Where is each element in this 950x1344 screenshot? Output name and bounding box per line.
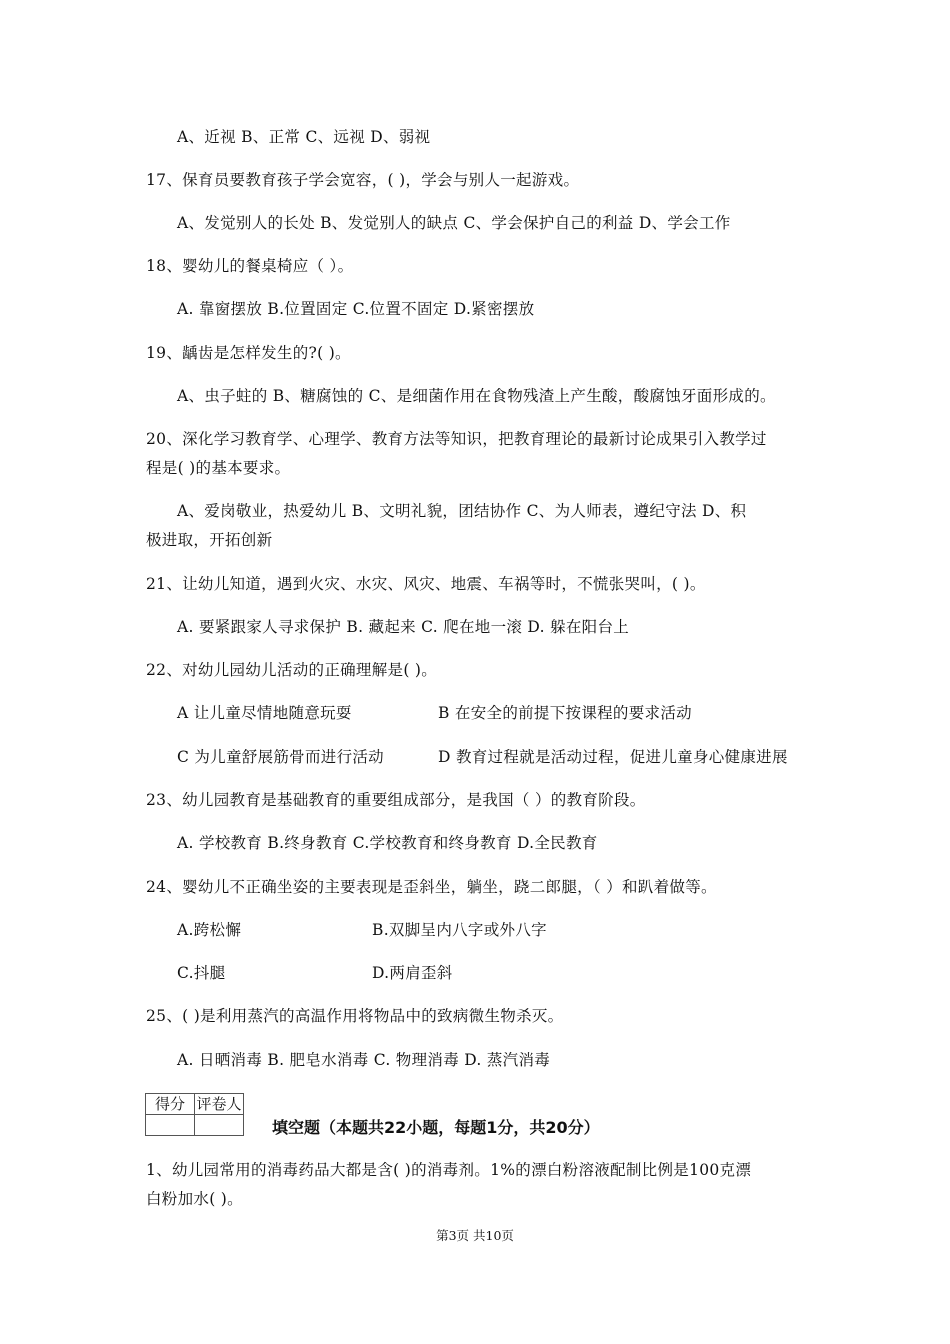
options-19: A、虫子蛀的 B、糖腐蚀的 C、是细菌作用在食物残渣上产生酸，酸腐蚀牙面形成的。 (177, 387, 776, 405)
question-20-line1: 20、深化学习教育学、心理学、教育方法等知识，把教育理论的最新讨论成果引入教学过 (146, 430, 767, 448)
question-17: 17、保育员要教育孩子学会宽容，( )，学会与别人一起游戏。 (146, 171, 580, 189)
options-20-line1: A、爱岗敬业，热爱幼儿 B、文明礼貌，团结协作 C、为人师表，遵纪守法 D、积 (177, 502, 747, 520)
question-19: 19、龋齿是怎样发生的?( )。 (146, 344, 351, 362)
question-21: 21、让幼儿知道，遇到火灾、水灾、风灾、地震、车祸等时，不慌张哭叫，( )。 (146, 575, 706, 593)
options-16: A、近视 B、正常 C、远视 D、弱视 (177, 128, 431, 146)
fill-question-1-line2: 白粉加水( )。 (146, 1190, 243, 1208)
options-21: A. 要紧跟家人寻求保护 B. 藏起来 C. 爬在地一滚 D. 躲在阳台上 (177, 618, 630, 636)
options-25: A. 日晒消毒 B. 肥皂水消毒 C. 物理消毒 D. 蒸汽消毒 (177, 1051, 551, 1069)
options-23: A. 学校教育 B.终身教育 C.学校教育和终身教育 D.全民教育 (177, 834, 598, 852)
grader-label: 评卷人 (196, 1095, 242, 1113)
question-20-line2: 程是( )的基本要求。 (146, 459, 291, 477)
question-22: 22、对幼儿园幼儿活动的正确理解是( )。 (146, 661, 438, 679)
options-22-a: A 让儿童尽情地随意玩耍 (177, 704, 352, 722)
score-box (145, 1093, 244, 1136)
section-title: 填空题（本题共22小题，每题1分，共20分） (272, 1118, 600, 1137)
options-20-line2: 极进取，开拓创新 (146, 531, 273, 549)
options-24-a: A.跨松懈 (177, 921, 242, 939)
question-25: 25、( )是利用蒸汽的高温作用将物品中的致病微生物杀灭。 (146, 1007, 564, 1025)
score-cell (146, 1115, 195, 1136)
question-24: 24、婴幼儿不正确坐姿的主要表现是歪斜坐，躺坐，跷二郎腿，（ ）和趴着做等。 (146, 878, 717, 896)
options-24-b: B.双脚呈内八字或外八字 (372, 921, 547, 939)
page-footer: 第3页 共10页 (436, 1228, 514, 1243)
options-22-c: C 为儿童舒展筋骨而进行活动 (177, 748, 384, 766)
fill-question-1-line1: 1、幼儿园常用的消毒药品大都是含( )的消毒剂。1%的漂白粉溶液配制比例是100克漂 (146, 1161, 752, 1179)
options-24-d: D.两肩歪斜 (372, 964, 453, 982)
options-24-c: C.抖腿 (177, 964, 226, 982)
question-23: 23、幼儿园教育是基础教育的重要组成部分，是我国（ ）的教育阶段。 (146, 791, 646, 809)
options-22-d: D 教育过程就是活动过程，促进儿童身心健康进展 (438, 748, 788, 766)
score-label: 得分 (146, 1094, 195, 1115)
options-17: A、发觉别人的长处 B、发觉别人的缺点 C、学会保护自己的利益 D、学会工作 (177, 214, 731, 232)
question-18: 18、婴幼儿的餐桌椅应（ ）。 (146, 257, 354, 275)
grader-cell (195, 1115, 244, 1136)
options-22-b: B 在安全的前提下按课程的要求活动 (438, 704, 692, 722)
options-18: A. 靠窗摆放 B.位置固定 C.位置不固定 D.紧密摆放 (177, 300, 535, 318)
